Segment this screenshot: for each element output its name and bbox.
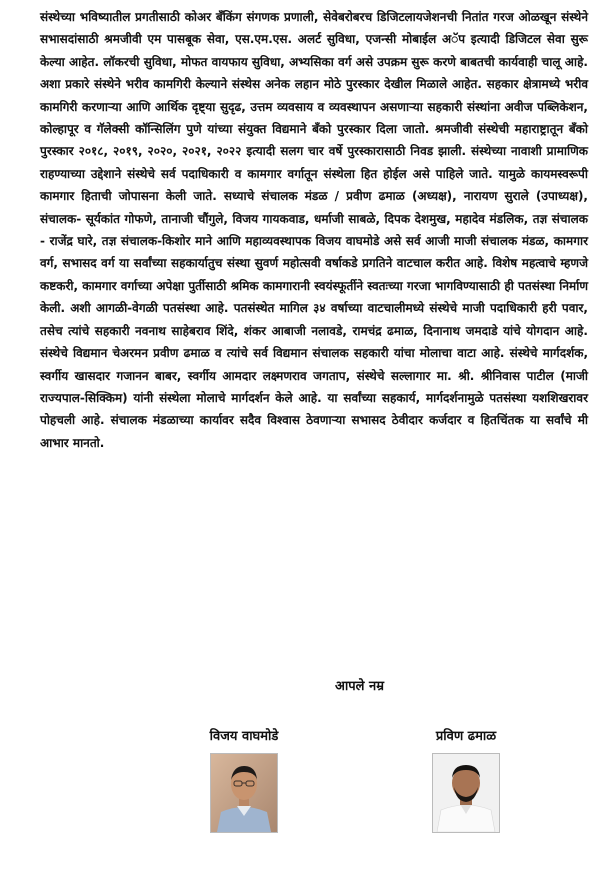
body-paragraph: संस्थेच्या भविष्यातील प्रगतीसाठी कोअर बँकिंग संगणक प्रणाली, सेवेबरोबरच डिजिटलायजेशनची नितांत गरज ओळखून संस्थेने सभासदांसाठी श्रमजीवी एम पासबूक सेवा, एस.एम.एस. अलर्ट सुविधा, एजन्सी मोबाईल अॅप इत्यादी डिजिटल सेवा सुरू केल्या आहेत. लॉकरची सुविधा, मोफत वायफाय सुविधा, अभ्यसिका वर्ग असे उपक्रम सुरू करणे बाबतची कार्यवाही चालू आहे. अशा प्रकारे संस्थेने भरीव कामगिरी केल्याने संस्थेस अनेक लहान मोठे पुरस्कार देखील मिळाले आहेत. सहकार क्षेत्रामध्ये भरीव कामगिरी करणाऱ्या आणि आर्थिक दृष्ट्या सुदृढ, उत्तम व्यवसाय व व्यवस्थापन असणाऱ्या सहकारी संस्थांना अवीज पब्लिकेशन, कोल्हापूर व गॅलेक्सी कॉन्सिलिंग पुणे यांच्या संयुक्त विद्यमाने बँको पुरस्कार दिला जातो. श्रमजीवी संस्थेची महाराष्ट्रातून बँको पुरस्कार २०१८, २०१९, २०२०, २०२१, २०२२ इत्यादी सलग चार वर्षे पुरस्कारासाठी निवड झाली. संस्थेच्या नावाशी प्रामाणिक राहण्याच्या उद्देशाने संस्थेचे सर्व पदाधिकारी व कामगार वर्गातून संस्थेला हित होईल असे पाहिले जाते. यामुळे कायमस्वरूपी कामगार हिताची जोपासना केली जाते. सध्याचे संचालक मंडळ / प्रवीण ढमाळ (अध्यक्ष), नारायण सुराले (उपाध्यक्ष), संचालक- सूर्यकांत गोफणे, तानाजी चौंगुले, विजय गायकवाड, धर्माजी साबळे, दिपक देशमुख, महादेव मंडलिक, तज्ञ संचालक - राजेंद्र घारे, तज्ञ संचालक-किशोर माने आणि महाव्यवस्थापक विजय वाघमोडे असे सर्व आजी माजी संचालक मंडळ, कामगार वर्ग, सभासद वर्ग या सर्वांच्या सहकार्यातुच संस्था सुवर्ण महोत्सवी वर्षाकडे प्रगतिने वाटचाल करीत आहे. विशेष महत्वाचे म्हणजे कष्टकरी, कामगार वर्गाच्या अपेक्षा पुर्तीसाठी श्रमिक कामगारानी स्वयंस्फूर्तीने स्वतःच्या गरजा भागविण्यासाठी ही पतसंस्था निर्माण केली. अशी आगळी-वेगळी पतसंस्था आहे. पतसंस्थेत मागिल ३४ वर्षाच्या वाटचालीमध्ये संस्थेचे माजी पदाधिकारी हरी पवार, तसेच त्यांचे सहकारी नवनाथ साहेबराव शिंदे, शंकर आबाजी नलावडे, रामचंद्र ढमाळ, दिनानाथ जमदाडे यांचे योगदान आहे. संस्थेचे विद्यमान चेअरमन प्रवीण ढमाळ व त्यांचे सर्व विद्यमान संचालक सहकारी यांचा मोलाचा वाटा आहे. संस्थेचे मार्गदर्शक, स्वर्गीय खासदार गजानन बाबर, स्वर्गीय आमदार लक्ष्मणराव जगताप, संस्थेचे सल्लागार मा. श्री. श्रीनिवास पाटील (माजी राज्यपाल-सिक्किम) यांनी संस्थेला मोलाचे मार्गदर्शन केले आहे. या सर्वांच्या सहकार्य, मार्गदर्शनामुळे पतसंस्था यशशिखरावर पोहचली आहे. संचालक मंडळाच्या कार्यावर सदैव विश्वास ठेवणाऱ्या सभासद ठेवीदार कर्जदार व हितचिंतक या सर्वांचे मी आभार मानतो. [40,10,588,450]
signatory-2 [386,726,546,833]
signatory-name: विजय वाघमोडे [209,729,279,744]
signatory-photo [432,753,500,833]
signatory-1 [164,726,324,833]
portrait-photo-icon [433,754,499,832]
signatory-photo [210,753,278,833]
portrait-photo-icon [211,754,277,832]
closing-line: आपले नम्र [335,679,384,694]
signatory-name: प्रविण ढमाळ [435,729,497,744]
